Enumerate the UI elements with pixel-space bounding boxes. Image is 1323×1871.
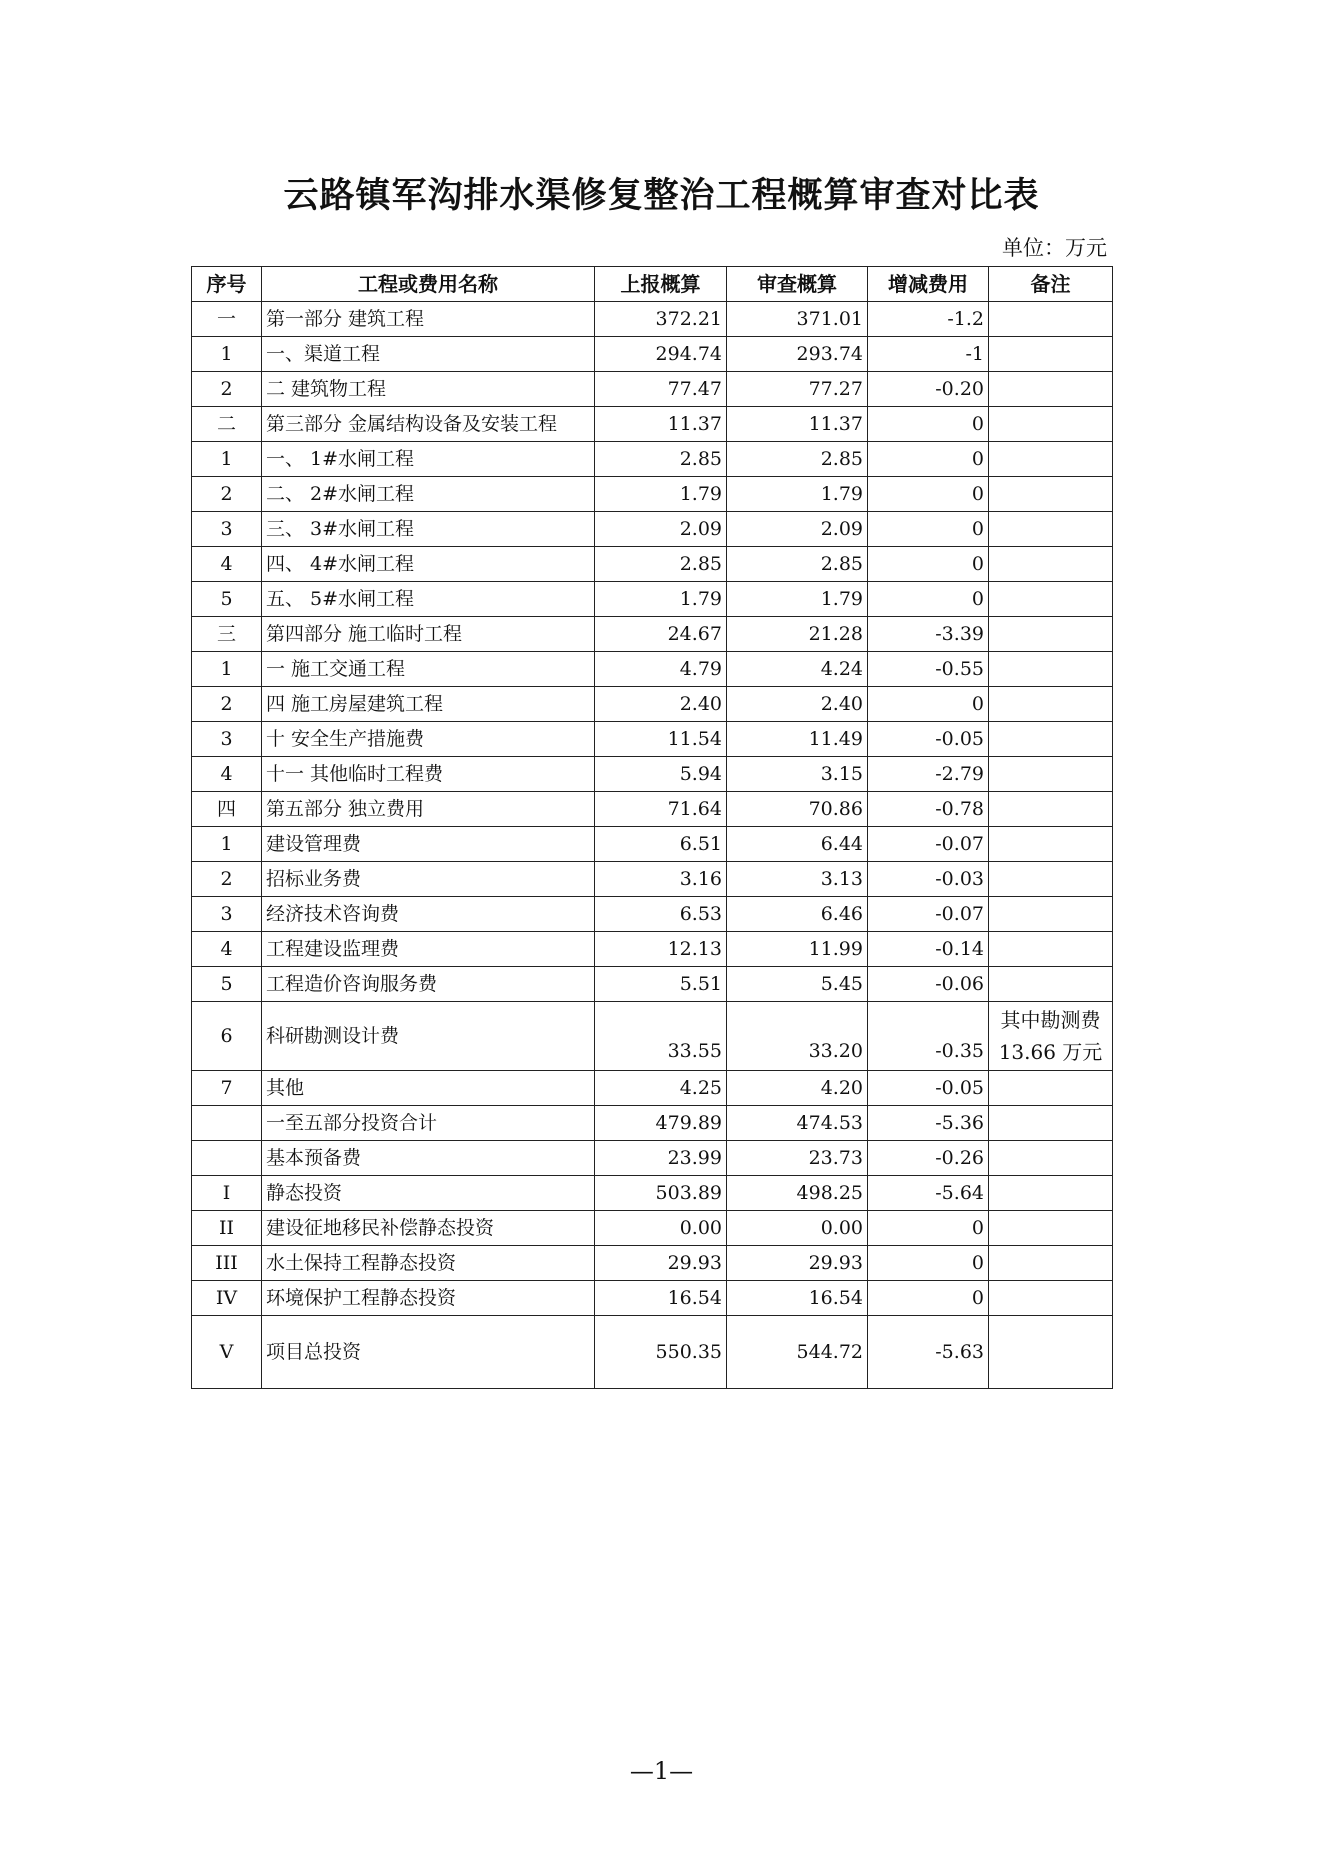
table-row xyxy=(192,442,1113,477)
row-change: -0.78 xyxy=(868,792,989,827)
row-reported: 4.79 xyxy=(595,652,727,687)
row-no xyxy=(192,1141,262,1176)
table-row xyxy=(192,1176,1113,1211)
table-row xyxy=(192,757,1113,792)
row-reported: 479.89 xyxy=(595,1106,727,1141)
row-reviewed: 2.09 xyxy=(727,512,868,547)
table-row xyxy=(192,477,1113,512)
row-name: 第四部分 施工临时工程 xyxy=(262,617,595,652)
row-note xyxy=(989,1281,1113,1316)
row-note xyxy=(989,1002,1113,1071)
table-header-row xyxy=(192,267,1113,302)
row-change: 0 xyxy=(868,582,989,617)
row-name: 招标业务费 xyxy=(262,862,595,897)
table-row xyxy=(192,1246,1113,1281)
row-reviewed: 3.15 xyxy=(727,757,868,792)
row-reviewed: 16.54 xyxy=(727,1281,868,1316)
row-name: 基本预备费 xyxy=(262,1141,595,1176)
row-change: -0.35 xyxy=(868,1002,989,1071)
table-row xyxy=(192,1106,1113,1141)
row-reviewed: 2.85 xyxy=(727,442,868,477)
row-change: -1 xyxy=(868,337,989,372)
row-note xyxy=(989,722,1113,757)
row-no: 二 xyxy=(192,407,262,442)
row-change: -0.07 xyxy=(868,827,989,862)
row-reported: 33.55 xyxy=(595,1002,727,1071)
row-change: -0.14 xyxy=(868,932,989,967)
row-note xyxy=(989,1316,1113,1389)
row-name: 四 施工房屋建筑工程 xyxy=(262,687,595,722)
table-row xyxy=(192,512,1113,547)
row-change: -3.39 xyxy=(868,617,989,652)
row-no: 三 xyxy=(192,617,262,652)
row-reviewed: 4.24 xyxy=(727,652,868,687)
row-note xyxy=(989,967,1113,1002)
row-no: II xyxy=(192,1211,262,1246)
row-name: 五、 5#水闸工程 xyxy=(262,582,595,617)
row-reported: 23.99 xyxy=(595,1141,727,1176)
row-change: -5.64 xyxy=(868,1176,989,1211)
row-name: 第一部分 建筑工程 xyxy=(262,302,595,337)
row-no xyxy=(192,1106,262,1141)
row-reported: 29.93 xyxy=(595,1246,727,1281)
row-reviewed: 3.13 xyxy=(727,862,868,897)
row-name: 四、 4#水闸工程 xyxy=(262,547,595,582)
row-note xyxy=(989,337,1113,372)
row-change: 0 xyxy=(868,547,989,582)
row-reported: 294.74 xyxy=(595,337,727,372)
row-reviewed: 6.46 xyxy=(727,897,868,932)
row-note xyxy=(989,827,1113,862)
row-no: V xyxy=(192,1316,262,1389)
row-change: 0 xyxy=(868,442,989,477)
row-note xyxy=(989,862,1113,897)
row-note xyxy=(989,547,1113,582)
row-change: -0.07 xyxy=(868,897,989,932)
row-reported: 3.16 xyxy=(595,862,727,897)
row-name: 水土保持工程静态投资 xyxy=(262,1246,595,1281)
row-reviewed: 77.27 xyxy=(727,372,868,407)
row-no: 3 xyxy=(192,722,262,757)
row-no: 一 xyxy=(192,302,262,337)
row-name: 静态投资 xyxy=(262,1176,595,1211)
row-name: 二、 2#水闸工程 xyxy=(262,477,595,512)
row-change: -5.63 xyxy=(868,1316,989,1389)
row-reported: 11.54 xyxy=(595,722,727,757)
row-reported: 372.21 xyxy=(595,302,727,337)
row-reported: 16.54 xyxy=(595,1281,727,1316)
row-no: 2 xyxy=(192,862,262,897)
row-reported: 6.53 xyxy=(595,897,727,932)
row-change: 0 xyxy=(868,1246,989,1281)
row-no: 5 xyxy=(192,967,262,1002)
row-note xyxy=(989,757,1113,792)
table-row xyxy=(192,337,1113,372)
row-reviewed: 5.45 xyxy=(727,967,868,1002)
row-note xyxy=(989,792,1113,827)
row-note xyxy=(989,932,1113,967)
page-number: —1— xyxy=(629,1757,694,1785)
row-reviewed: 33.20 xyxy=(727,1002,868,1071)
row-reported: 5.51 xyxy=(595,967,727,1002)
row-note xyxy=(989,1176,1113,1211)
row-no: 2 xyxy=(192,477,262,512)
row-no: 3 xyxy=(192,512,262,547)
row-change: -0.06 xyxy=(868,967,989,1002)
row-change: -0.05 xyxy=(868,722,989,757)
row-change: 0 xyxy=(868,477,989,512)
row-note xyxy=(989,687,1113,722)
table-row xyxy=(192,1002,1113,1071)
row-name: 经济技术咨询费 xyxy=(262,897,595,932)
row-name: 十一 其他临时工程费 xyxy=(262,757,595,792)
row-no: III xyxy=(192,1246,262,1281)
row-reviewed: 29.93 xyxy=(727,1246,868,1281)
table-row xyxy=(192,547,1113,582)
table-row xyxy=(192,827,1113,862)
row-reported: 2.40 xyxy=(595,687,727,722)
note-line-1: 其中勘测费 xyxy=(1000,1008,1101,1032)
table-row xyxy=(192,1316,1113,1389)
table-row xyxy=(192,1281,1113,1316)
row-reported: 11.37 xyxy=(595,407,727,442)
row-reviewed: 70.86 xyxy=(727,792,868,827)
row-name: 项目总投资 xyxy=(262,1316,595,1389)
row-no: 1 xyxy=(192,442,262,477)
table-row xyxy=(192,617,1113,652)
row-no: 2 xyxy=(192,687,262,722)
row-reviewed: 498.25 xyxy=(727,1176,868,1211)
row-reported: 503.89 xyxy=(595,1176,727,1211)
table-row xyxy=(192,897,1113,932)
row-reported: 12.13 xyxy=(595,932,727,967)
row-name: 三、 3#水闸工程 xyxy=(262,512,595,547)
row-change: -2.79 xyxy=(868,757,989,792)
row-reported: 6.51 xyxy=(595,827,727,862)
row-note xyxy=(989,512,1113,547)
row-note xyxy=(989,1211,1113,1246)
row-name: 一 施工交通工程 xyxy=(262,652,595,687)
row-change: 0 xyxy=(868,687,989,722)
row-note xyxy=(989,407,1113,442)
row-no: 4 xyxy=(192,932,262,967)
row-note xyxy=(989,477,1113,512)
row-reported: 5.94 xyxy=(595,757,727,792)
table-row xyxy=(192,302,1113,337)
row-reviewed: 11.49 xyxy=(727,722,868,757)
row-note xyxy=(989,1141,1113,1176)
row-reported: 2.09 xyxy=(595,512,727,547)
row-change: 0 xyxy=(868,512,989,547)
row-reviewed: 21.28 xyxy=(727,617,868,652)
row-reviewed: 11.99 xyxy=(727,932,868,967)
row-reviewed: 11.37 xyxy=(727,407,868,442)
row-change: -0.20 xyxy=(868,372,989,407)
row-name: 建设管理费 xyxy=(262,827,595,862)
row-reported: 2.85 xyxy=(595,442,727,477)
table-row xyxy=(192,687,1113,722)
row-note xyxy=(989,302,1113,337)
header-no: 序号 xyxy=(192,267,262,302)
row-reported: 24.67 xyxy=(595,617,727,652)
row-no: 四 xyxy=(192,792,262,827)
header-note: 备注 xyxy=(989,267,1113,302)
row-name: 十 安全生产措施费 xyxy=(262,722,595,757)
row-name: 第三部分 金属结构设备及安装工程 xyxy=(262,407,595,442)
row-change: -0.55 xyxy=(868,652,989,687)
row-name: 环境保护工程静态投资 xyxy=(262,1281,595,1316)
row-note xyxy=(989,1106,1113,1141)
row-change: -0.05 xyxy=(868,1071,989,1106)
row-reviewed: 293.74 xyxy=(727,337,868,372)
row-note xyxy=(989,1246,1113,1281)
row-no: 2 xyxy=(192,372,262,407)
row-no: IV xyxy=(192,1281,262,1316)
row-note xyxy=(989,582,1113,617)
header-change: 增减费用 xyxy=(868,267,989,302)
unit-label: 单位：万元 xyxy=(1002,236,1107,260)
table-row xyxy=(192,862,1113,897)
row-name: 工程造价咨询服务费 xyxy=(262,967,595,1002)
note-line-2: 13.66 万元 xyxy=(998,1040,1103,1064)
row-change: 0 xyxy=(868,1211,989,1246)
row-reviewed: 0.00 xyxy=(727,1211,868,1246)
budget-comparison-table xyxy=(191,266,1113,1389)
row-reviewed: 6.44 xyxy=(727,827,868,862)
row-reviewed: 544.72 xyxy=(727,1316,868,1389)
document-title: 云路镇军沟排水渠修复整治工程概算审查对比表 xyxy=(283,176,1040,216)
row-note xyxy=(989,442,1113,477)
table-row xyxy=(192,582,1113,617)
table-row xyxy=(192,932,1113,967)
table-row xyxy=(192,1211,1113,1246)
table-row xyxy=(192,652,1113,687)
row-reviewed: 2.85 xyxy=(727,547,868,582)
row-reported: 71.64 xyxy=(595,792,727,827)
row-change: 0 xyxy=(868,1281,989,1316)
row-no: 6 xyxy=(192,1002,262,1071)
row-note xyxy=(989,617,1113,652)
row-reported: 1.79 xyxy=(595,582,727,617)
row-reviewed: 1.79 xyxy=(727,477,868,512)
row-reviewed: 4.20 xyxy=(727,1071,868,1106)
row-name: 一、 1#水闸工程 xyxy=(262,442,595,477)
row-name: 二 建筑物工程 xyxy=(262,372,595,407)
header-reported: 上报概算 xyxy=(595,267,727,302)
row-reported: 4.25 xyxy=(595,1071,727,1106)
row-name: 科研勘测设计费 xyxy=(262,1002,595,1071)
row-note xyxy=(989,897,1113,932)
row-no: 4 xyxy=(192,547,262,582)
row-change: -0.26 xyxy=(868,1141,989,1176)
table-row xyxy=(192,407,1113,442)
row-change: -1.2 xyxy=(868,302,989,337)
row-no: 1 xyxy=(192,337,262,372)
row-reviewed: 474.53 xyxy=(727,1106,868,1141)
row-change: -5.36 xyxy=(868,1106,989,1141)
row-no: I xyxy=(192,1176,262,1211)
table-row xyxy=(192,722,1113,757)
row-no: 4 xyxy=(192,757,262,792)
row-name: 建设征地移民补偿静态投资 xyxy=(262,1211,595,1246)
row-change: -0.03 xyxy=(868,862,989,897)
row-reported: 77.47 xyxy=(595,372,727,407)
row-note xyxy=(989,1071,1113,1106)
header-reviewed: 审查概算 xyxy=(727,267,868,302)
row-no: 1 xyxy=(192,652,262,687)
table-row xyxy=(192,1141,1113,1176)
row-reviewed: 23.73 xyxy=(727,1141,868,1176)
row-reported: 550.35 xyxy=(595,1316,727,1389)
row-name: 工程建设监理费 xyxy=(262,932,595,967)
row-change: 0 xyxy=(868,407,989,442)
row-reported: 0.00 xyxy=(595,1211,727,1246)
row-reviewed: 2.40 xyxy=(727,687,868,722)
row-reported: 2.85 xyxy=(595,547,727,582)
row-reviewed: 1.79 xyxy=(727,582,868,617)
row-no: 7 xyxy=(192,1071,262,1106)
table-row xyxy=(192,372,1113,407)
table-row xyxy=(192,792,1113,827)
row-note xyxy=(989,372,1113,407)
table-row xyxy=(192,1071,1113,1106)
row-reviewed: 371.01 xyxy=(727,302,868,337)
row-no: 3 xyxy=(192,897,262,932)
header-name: 工程或费用名称 xyxy=(262,267,595,302)
table-row xyxy=(192,967,1113,1002)
row-note xyxy=(989,652,1113,687)
row-name: 一至五部分投资合计 xyxy=(262,1106,595,1141)
row-name: 其他 xyxy=(262,1071,595,1106)
row-no: 1 xyxy=(192,827,262,862)
row-name: 第五部分 独立费用 xyxy=(262,792,595,827)
row-reported: 1.79 xyxy=(595,477,727,512)
row-name: 一、渠道工程 xyxy=(262,337,595,372)
row-no: 5 xyxy=(192,582,262,617)
